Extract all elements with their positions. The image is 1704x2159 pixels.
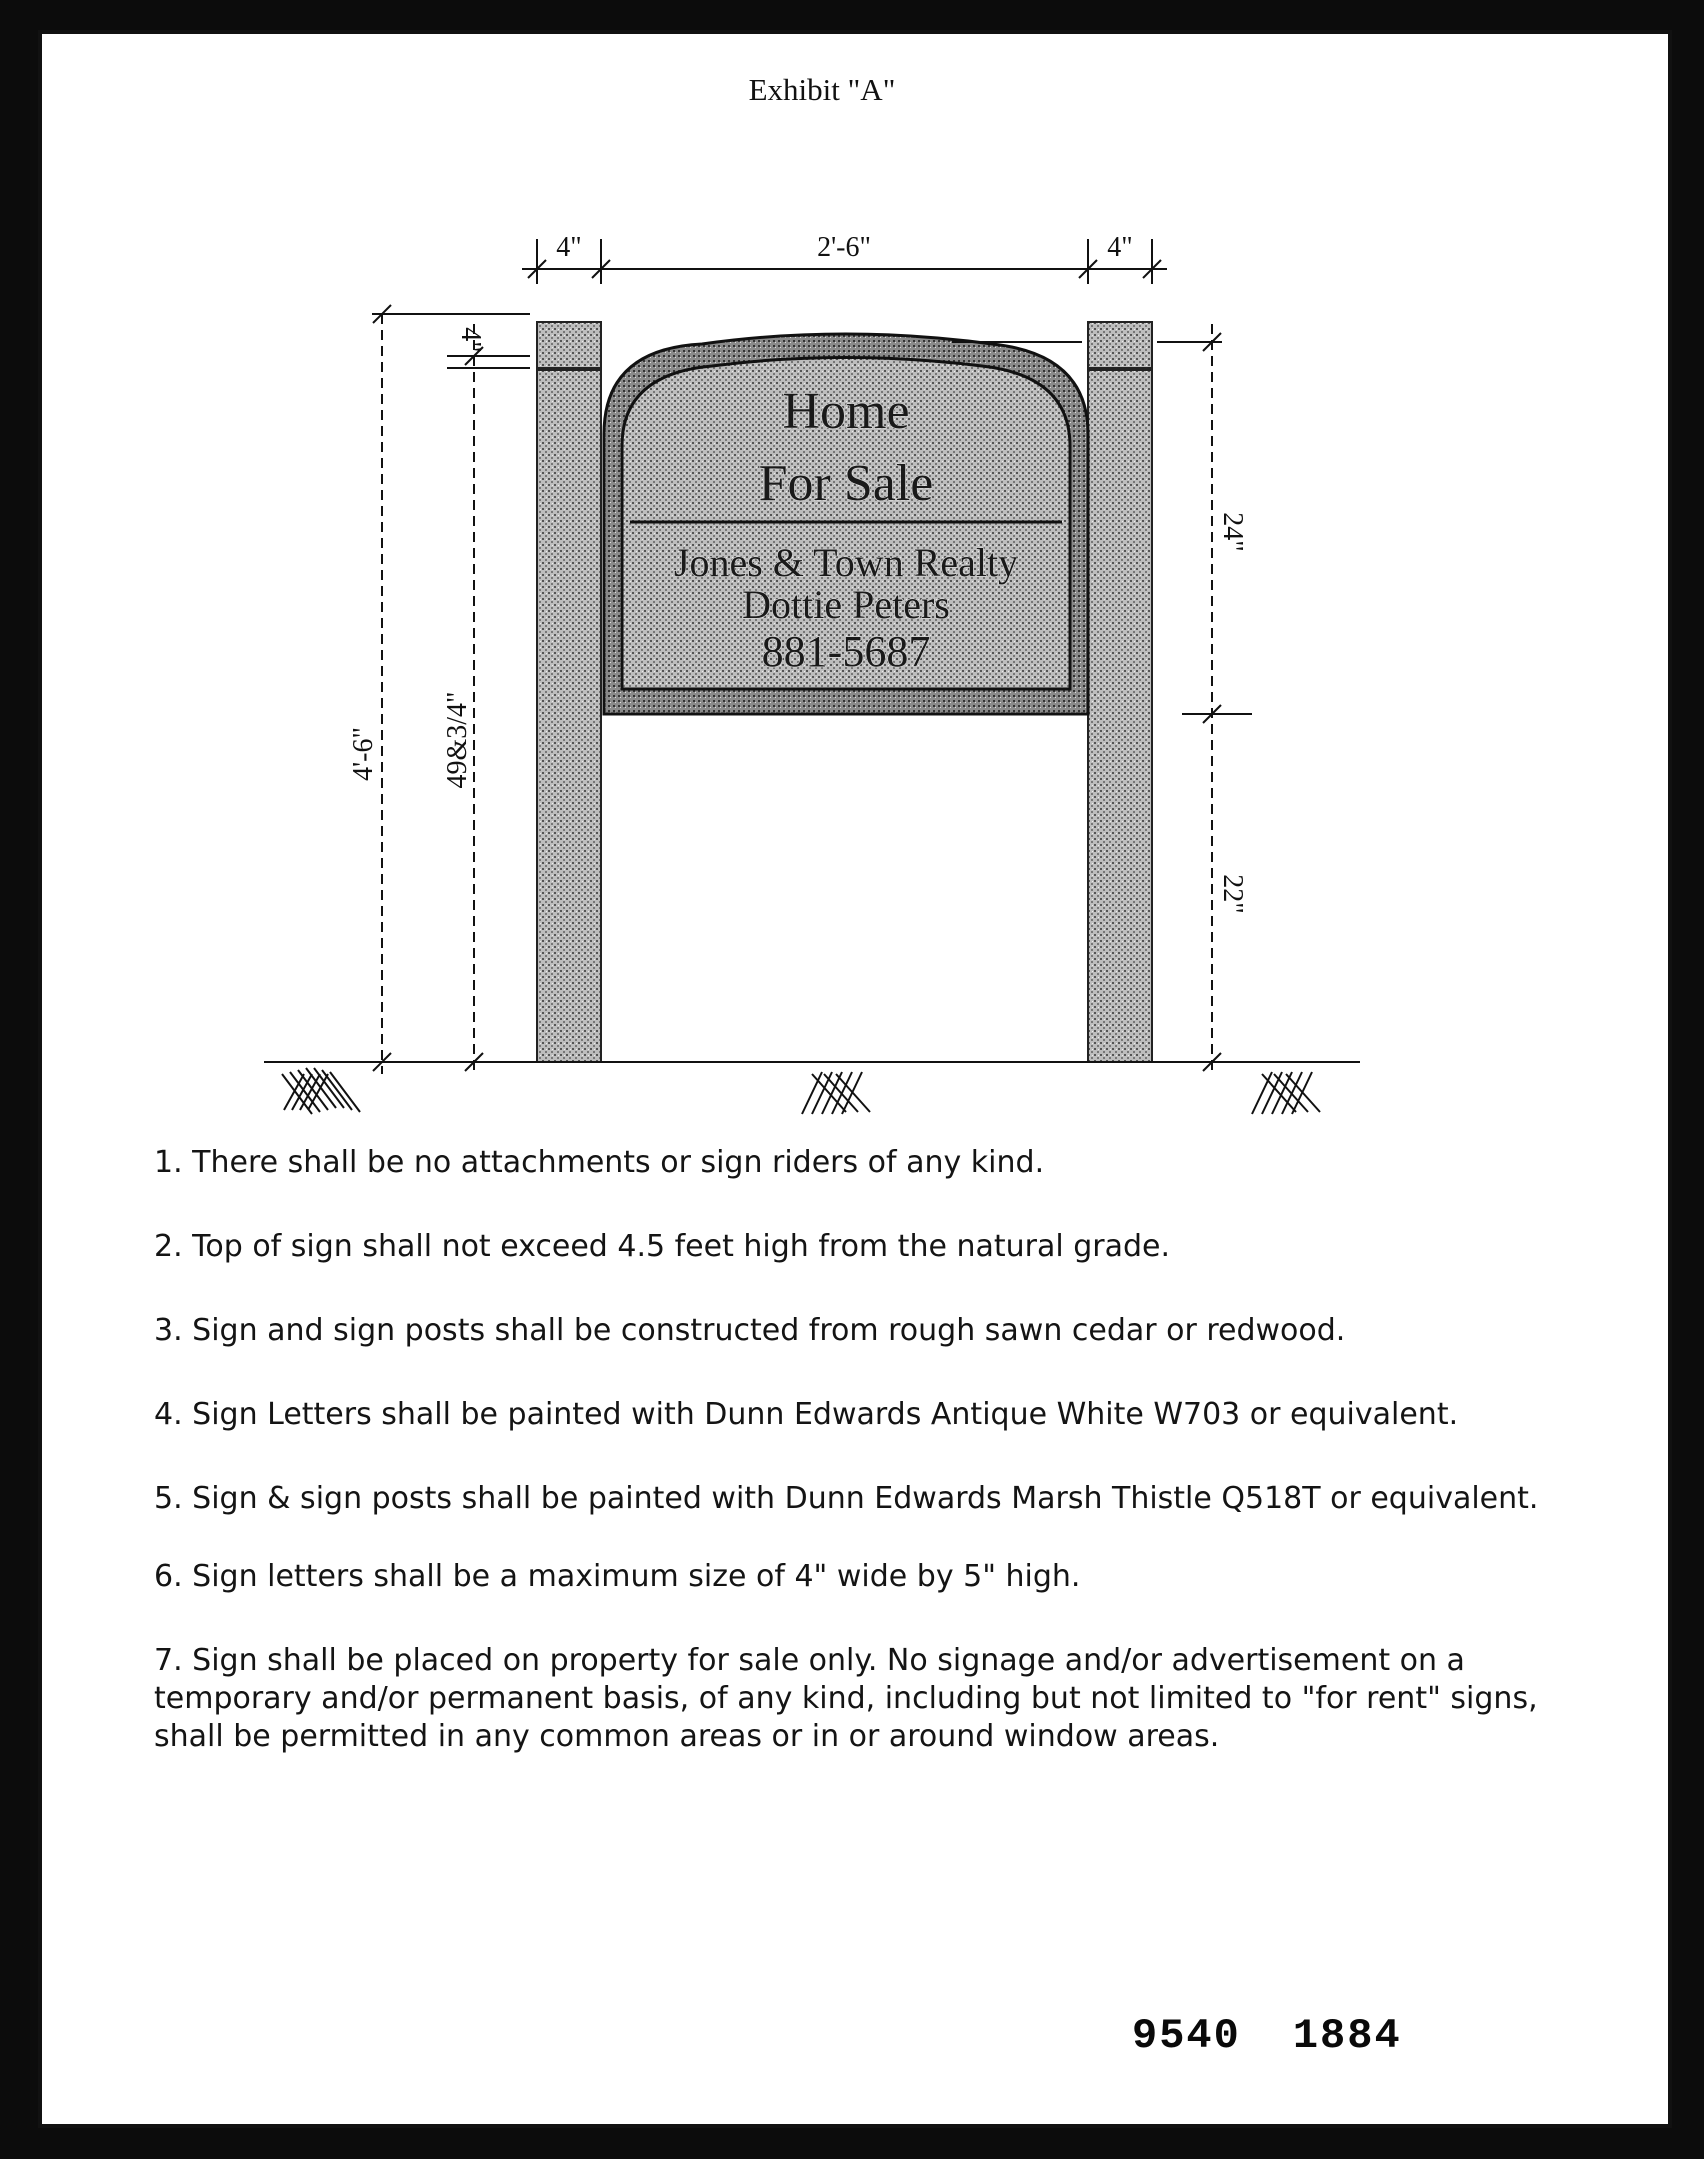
right-post bbox=[1088, 322, 1152, 1062]
left-post bbox=[537, 322, 601, 1062]
dim-overall-height: 4'-6" bbox=[348, 727, 379, 781]
note-item: 7. Sign shall be placed on property for sale only. No signage and/or advertisement on a temporary and/or permanent basis, of any kind, including but not limited to "for rent" signs, shall be permitted in any common areas or in or around window areas. bbox=[154, 1643, 1538, 1754]
note-item: 3. Sign and sign posts shall be constructed from rough sawn cedar or redwood. bbox=[154, 1313, 1346, 1348]
note-item: 4. Sign Letters shall be painted with Dunn Edwards Antique White W703 or equivalent. bbox=[154, 1397, 1459, 1432]
sign-line-agent: Dottie Peters bbox=[742, 582, 950, 627]
recording-number-book: 9540 bbox=[1132, 2012, 1241, 2060]
note-item: 2. Top of sign shall not exceed 4.5 feet high from the natural grade. bbox=[154, 1229, 1171, 1264]
sign-line-phone: 881-5687 bbox=[761, 627, 931, 676]
sign-panel bbox=[604, 334, 1088, 714]
note-item: 5. Sign & sign posts shall be painted with Dunn Edwards Marsh Thistle Q518T or equivalent. bbox=[154, 1481, 1539, 1516]
notes-list bbox=[154, 1144, 1574, 1802]
document-page bbox=[38, 30, 1672, 2128]
dim-clearance: 22" bbox=[1217, 874, 1248, 914]
sign-line-realty: Jones & Town Realty bbox=[673, 540, 1019, 585]
dim-sign-width: 2'-6" bbox=[817, 232, 871, 263]
note-item: 6. Sign letters shall be a maximum size of 4" wide by 5" high. bbox=[154, 1559, 1081, 1594]
dim-post-cap: 4" bbox=[455, 327, 486, 353]
recording-number-page: 1884 bbox=[1292, 2012, 1402, 2060]
dim-post-height: 49&3/4" bbox=[442, 691, 473, 789]
dim-right-post-width: 4" bbox=[1107, 232, 1133, 263]
ground-line bbox=[264, 1062, 1360, 1114]
note-item: 1. There shall be no attachments or sign riders of any kind. bbox=[154, 1145, 1045, 1180]
sign-line-home: Home bbox=[782, 383, 910, 440]
dim-sign-height: 24" bbox=[1217, 512, 1248, 552]
sign-line-for-sale: For Sale bbox=[758, 455, 934, 512]
dim-left-post-width: 4" bbox=[556, 232, 582, 263]
recording-number bbox=[1132, 2012, 1454, 2060]
sign-elevation-drawing bbox=[212, 184, 1392, 1144]
exhibit-title: Exhibit "A" bbox=[748, 72, 896, 107]
